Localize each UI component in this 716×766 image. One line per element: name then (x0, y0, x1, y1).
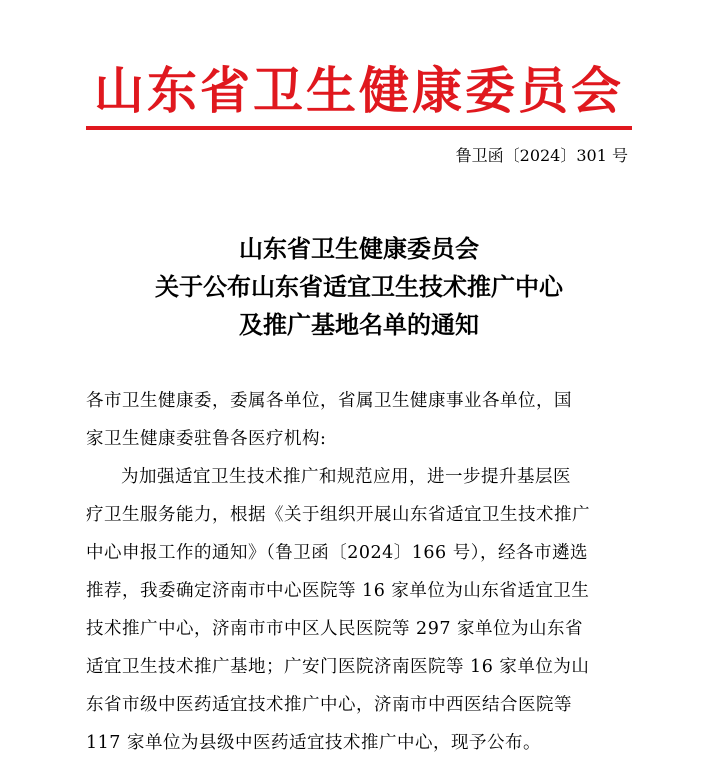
document-title (86, 230, 632, 344)
body-line: 中心申报工作的通知》（鲁卫函〔2024〕166 号），经各市遴选 (86, 543, 588, 563)
body-line: 疗卫生服务能力，根据《关于组织开展山东省适宜卫生技术推广 (86, 505, 590, 525)
document-number: 鲁卫函〔2024〕301 号 (455, 146, 628, 165)
document-body (86, 382, 632, 762)
body-line: 推荐，我委确定济南市中心医院等 16 家单位为山东省适宜卫生 (86, 581, 590, 601)
body-line: 适宜卫生技术推广基地；广安门医院济南医院等 16 家单位为山 (86, 657, 590, 677)
red-divider-line (86, 126, 632, 130)
body-line: 东省市级中医药适宜技术推广中心，济南市中西医结合医院等 (86, 695, 572, 715)
title-line-2: 关于公布山东省适宜卫生技术推广中心 (155, 272, 563, 301)
title-line-3: 及推广基地名单的通知 (239, 310, 479, 339)
body-line: 家卫生健康委驻鲁各医疗机构: (86, 429, 327, 449)
body-line: 技术推广中心，济南市市中区人民医院等 297 家单位为山东省 (86, 619, 584, 639)
body-line: 为加强适宜卫生技术推广和规范应用，进一步提升基层医 (121, 467, 571, 487)
body-line: 各市卫生健康委，委属各单位，省属卫生健康事业各单位，国 (86, 391, 572, 411)
title-line-1: 山东省卫生健康委员会 (239, 234, 479, 263)
red-letterhead: 山东省卫生健康委员会 (94, 61, 624, 120)
body-line: 117 家单位为县级中医药适宜技术推广中心，现予公布。 (86, 733, 541, 753)
